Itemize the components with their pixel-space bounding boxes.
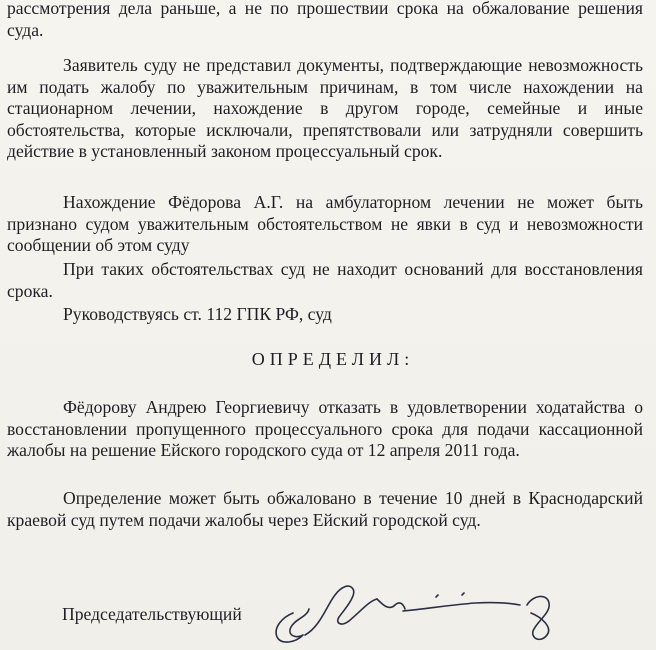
paragraph-ruling-refusal: Фёдорову Андрею Георгиевичу отказать в удовлетворении ходатайства о восстановлении пропущенного процессуального срока для подачи кассационной жалобы на решение Ейского городского суда от 12 апреля 2011 года. [7, 397, 643, 460]
handwritten-signature [265, 565, 565, 650]
paragraph-appeal-procedure: Определение может быть обжаловано в течение 10 дней в Краснодарский краевой суд путем подачи жалобы через Ейский городской суд. [7, 488, 643, 530]
paragraph-applicant-no-documents: Заявитель суду не представил документы, подтверждающие невозможность им подать жалобу по уважительным причинам, в том числе нахождении на стационарном лечении, нахождение в другом городе, семейные и иные обстоятельства, которые исключали, препятствовали или затрудняли совершить действие в установленный законом процессуальный срок. [7, 55, 643, 161]
paragraph-circumstances: При таких обстоятельствах суд не находит оснований для восстановления срока. [7, 259, 643, 301]
paragraph-continuation: рассмотрения дела раньше, а не по прошествии срока на обжалование решения суда. [7, 0, 643, 40]
paragraph-ambulatory-treatment: Нахождение Фёдорова А.Г. на амбулаторном лечении не может быть признано судом уважительным обстоятельством не явки в суд и невозможности сообщении об этом суду [7, 192, 643, 255]
paragraph-legal-basis: Руководствуясь ст. 112 ГПК РФ, суд [63, 304, 332, 324]
signature-label: Председательствующий [62, 604, 242, 624]
ruling-heading: ОПРЕДЕЛИЛ: [251, 349, 415, 369]
